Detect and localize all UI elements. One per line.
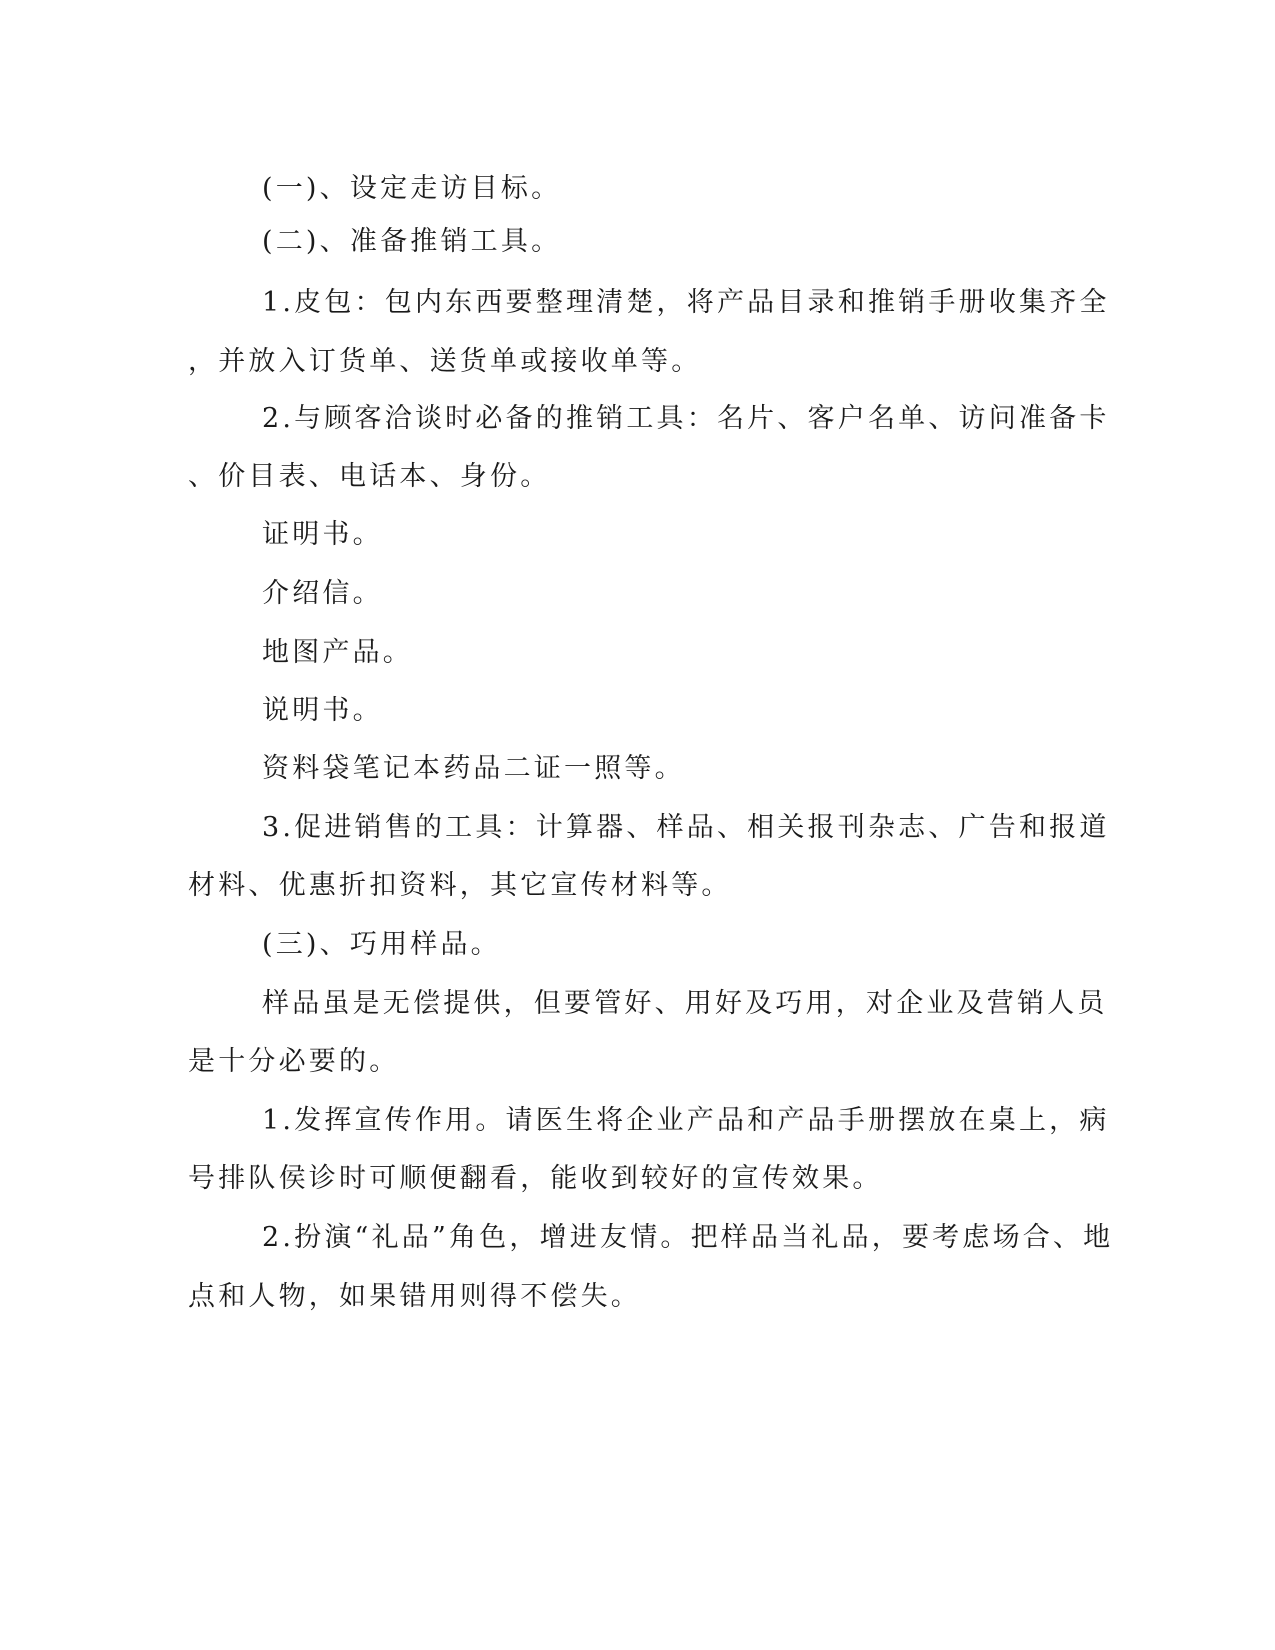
paragraph-line: 材料、优惠折扣资料，其它宣传材料等。 bbox=[188, 870, 732, 901]
paragraph-line: 2.扮演“礼品”角色，增进友情。把样品当礼品，要考虑场合、地 bbox=[262, 1222, 1114, 1253]
paragraph-line: 3.促进销售的工具：计算器、样品、相关报刊杂志、广告和报道 bbox=[262, 812, 1110, 843]
paragraph-line: 是十分必要的。 bbox=[188, 1046, 400, 1077]
paragraph-line: 点和人物，如果错用则得不偿失。 bbox=[188, 1281, 641, 1312]
paragraph-line: 地图产品。 bbox=[262, 637, 413, 668]
paragraph-line: 2.与顾客洽谈时必备的推销工具：名片、客户名单、访问准备卡 bbox=[262, 403, 1110, 434]
paragraph-line: 、价目表、电话本、身份。 bbox=[188, 461, 551, 492]
paragraph-line: 样品虽是无偿提供，但要管好、用好及巧用，对企业及营销人员 bbox=[262, 988, 1108, 1019]
paragraph-line: ，并放入订货单、送货单或接收单等。 bbox=[188, 346, 702, 377]
paragraph-line: 证明书。 bbox=[262, 519, 383, 550]
paragraph-line: 1.皮包：包内东西要整理清楚，将产品目录和推销手册收集齐全 bbox=[262, 287, 1110, 318]
paragraph-line: 介绍信。 bbox=[262, 578, 383, 609]
paragraph-line: 资料袋笔记本药品二证一照等。 bbox=[262, 753, 685, 784]
section-heading-1: (一)、设定走访目标。 bbox=[262, 173, 562, 204]
paragraph-line: 号排队侯诊时可顺便翻看，能收到较好的宣传效果。 bbox=[188, 1163, 883, 1194]
paragraph-line: 1.发挥宣传作用。请医生将企业产品和产品手册摆放在桌上，病 bbox=[262, 1105, 1110, 1136]
paragraph-line: 说明书。 bbox=[262, 695, 383, 726]
section-heading-3: (三)、巧用样品。 bbox=[262, 929, 501, 960]
section-heading-2: (二)、准备推销工具。 bbox=[262, 226, 562, 257]
